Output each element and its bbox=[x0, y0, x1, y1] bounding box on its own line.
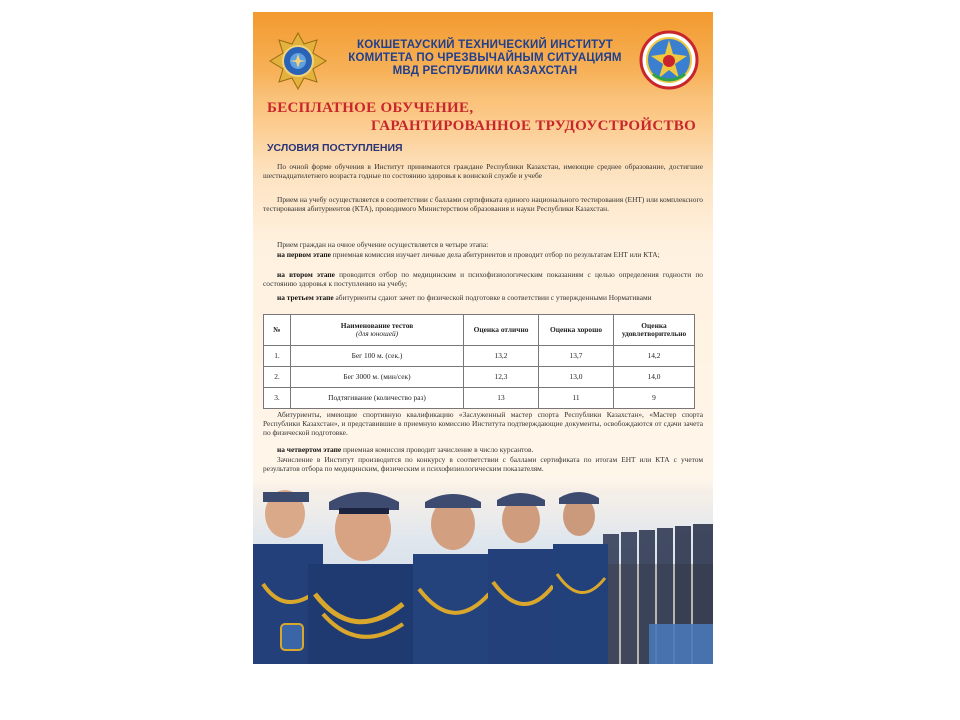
paragraph-stages-intro: Прием граждан на очное обучение осуществляется в четыре этапа: bbox=[277, 240, 489, 249]
paragraph-stage-4 bbox=[263, 445, 703, 454]
stage-3-text: абитуриенты сдают зачет по физической подготовке в соответствии с утвержденными Нормативами bbox=[333, 293, 652, 302]
table-row bbox=[264, 367, 695, 388]
column-header-satisfactory: Оценка удовлетворительно bbox=[614, 315, 695, 346]
cell-test-name: Бег 100 м. (сек.) bbox=[291, 346, 464, 367]
paragraph-stage-2 bbox=[263, 270, 703, 288]
institute-title-line: КОКШЕТАУСКИЙ ТЕХНИЧЕСКИЙ ИНСТИТУТ bbox=[356, 39, 613, 51]
institute-title bbox=[335, 39, 635, 78]
slogan-free-education: БЕСПЛАТНОЕ ОБУЧЕНИЕ, bbox=[267, 100, 474, 116]
cell-good: 13,7 bbox=[539, 346, 614, 367]
paragraph-admission-basis: Прием на учебу осуществляется в соответствии с баллами сертификата единого национального тестирования (ЕНТ) или комплексного тестирования абитуриентов (КТА), проводимого Министерством образования и науки Республики Казахстан. bbox=[263, 195, 703, 213]
admission-poster bbox=[253, 12, 713, 664]
column-header-number: № bbox=[264, 315, 291, 346]
paragraph-eligibility: По очной форме обучения в Институт принимаются граждане Республики Казахстан, имеющие среднее образование, достигшие шестнадцатилетнего возраста годные по состоянию здоровья к воинской службе и учебе bbox=[263, 162, 703, 180]
column-header-excellent: Оценка отлично bbox=[464, 315, 539, 346]
cell-test-name: Бег 3000 м. (мин/сек) bbox=[291, 367, 464, 388]
cadets-parade-photo bbox=[253, 474, 713, 664]
table-row bbox=[264, 388, 695, 409]
slogan-guaranteed-employment: ГАРАНТИРОВАННОЕ ТРУДОУСТРОЙСТВО bbox=[371, 118, 697, 134]
cell-test-name: Подтягивание (количество раз) bbox=[291, 388, 464, 409]
stage-3-label: на третьем этапе bbox=[277, 293, 334, 302]
cell-satisfactory: 9 bbox=[614, 388, 695, 409]
institute-title-line: КОМИТЕТА ПО ЧРЕЗВЫЧАЙНЫМ СИТУАЦИЯМ bbox=[348, 52, 622, 64]
cell-satisfactory: 14,0 bbox=[614, 367, 695, 388]
institute-title-line: МВД РЕСПУБЛИКИ КАЗАХСТАН bbox=[392, 65, 578, 77]
cell-good: 13,0 bbox=[539, 367, 614, 388]
stage-1-text: приемная комиссия изучает личные дела абитуриентов и проводит отбор по результатам ЕНТ или КТА; bbox=[330, 250, 660, 259]
cell-excellent: 13,2 bbox=[464, 346, 539, 367]
stage-2-text: проводится отбор по медицинским и психофизиологическим показаниям с целью определения годности по состоянию здоровья к поступлению на учебу; bbox=[263, 270, 703, 288]
stage-1-label: на первом этапе bbox=[277, 250, 331, 259]
paragraph-stage-3 bbox=[263, 293, 703, 302]
kes-emblem-left-icon bbox=[269, 32, 327, 90]
cell-satisfactory: 14,2 bbox=[614, 346, 695, 367]
cell-number: 3. bbox=[264, 388, 291, 409]
stage-2-label: на втором этапе bbox=[277, 270, 335, 279]
test-name-header-sublabel: (для юношей) bbox=[355, 329, 399, 338]
stage-4-label: на четвертом этапе bbox=[277, 445, 342, 454]
cell-number: 2. bbox=[264, 367, 291, 388]
paragraph-sport-exemption: Абитуриенты, имеющие спортивную квалификацию «Заслуженный мастер спорта Республики Казахстан», «Мастер спорта Республики Казахстан», и представившие в приемную комиссию Института подтверждающие документы, освобождаются от сдачи зачета по физической подготовке. bbox=[263, 410, 703, 437]
physical-standards-table bbox=[263, 314, 695, 409]
paragraph-stage-1 bbox=[263, 250, 703, 259]
cell-excellent: 13 bbox=[464, 388, 539, 409]
cell-good: 11 bbox=[539, 388, 614, 409]
emergency-committee-emblem-icon bbox=[639, 30, 699, 90]
table-row bbox=[264, 346, 695, 367]
stage-4-text: приемная комиссия проводит зачисление в число курсантов. bbox=[341, 445, 534, 454]
section-heading-conditions: УСЛОВИЯ ПОСТУПЛЕНИЯ bbox=[267, 142, 403, 154]
column-header-good: Оценка хорошо bbox=[539, 315, 614, 346]
test-name-header-label: Наименование тестов bbox=[340, 320, 414, 330]
column-header-test-name bbox=[291, 315, 464, 346]
table-header-row bbox=[264, 315, 695, 346]
cell-excellent: 12,3 bbox=[464, 367, 539, 388]
cell-number: 1. bbox=[264, 346, 291, 367]
paragraph-enrollment: Зачисление в Институт производится по конкурсу в соответствии с баллами сертификата по итогам ЕНТ или КТА с учетом результатов отбора по медицинским, физическим и психофизиологическим показателям. bbox=[263, 455, 703, 473]
